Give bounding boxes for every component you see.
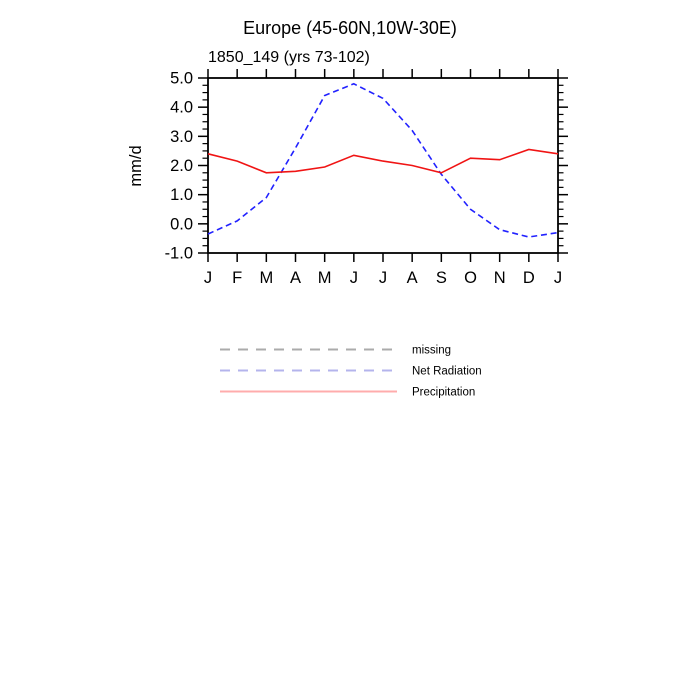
x-tick-label: J: [378, 269, 388, 287]
legend-label: Net Radiation: [412, 365, 482, 378]
x-tick-label: M: [317, 269, 332, 287]
y-tick-label: 4.0: [170, 98, 193, 117]
axis-tick-labels: [165, 70, 563, 288]
x-tick-label: N: [493, 269, 506, 287]
y-tick-label: 5.0: [170, 69, 193, 88]
y-tick-label: 2.0: [170, 157, 193, 175]
x-tick-label: M: [259, 269, 274, 287]
series-line-precipitation: [208, 150, 558, 173]
x-tick-label: D: [522, 269, 535, 287]
x-tick-label: J: [553, 269, 563, 287]
x-tick-label: J: [203, 269, 213, 287]
chart-title: Europe (45-60N,10W-30E): [243, 18, 457, 38]
legend: [220, 345, 482, 399]
plot-frame: [208, 78, 558, 253]
y-tick-label: 3.0: [170, 127, 193, 146]
legend-label: missing: [412, 344, 451, 357]
x-tick-label: A: [406, 269, 418, 287]
y-tick-label: 1.0: [170, 186, 193, 205]
x-tick-label: S: [435, 269, 447, 287]
chart-subtitle: 1850_149 (yrs 73-102): [208, 49, 370, 66]
y-tick-label: 0.0: [170, 215, 193, 234]
x-tick-label: J: [349, 269, 358, 287]
x-tick-label: F: [232, 269, 243, 287]
series-lines: [208, 84, 558, 237]
x-tick-label: O: [464, 269, 477, 287]
y-axis-label: mm/d: [127, 145, 145, 187]
y-tick-label: -1.0: [164, 244, 193, 263]
legend-label: Precipitation: [412, 386, 476, 399]
x-tick-label: A: [289, 269, 302, 287]
